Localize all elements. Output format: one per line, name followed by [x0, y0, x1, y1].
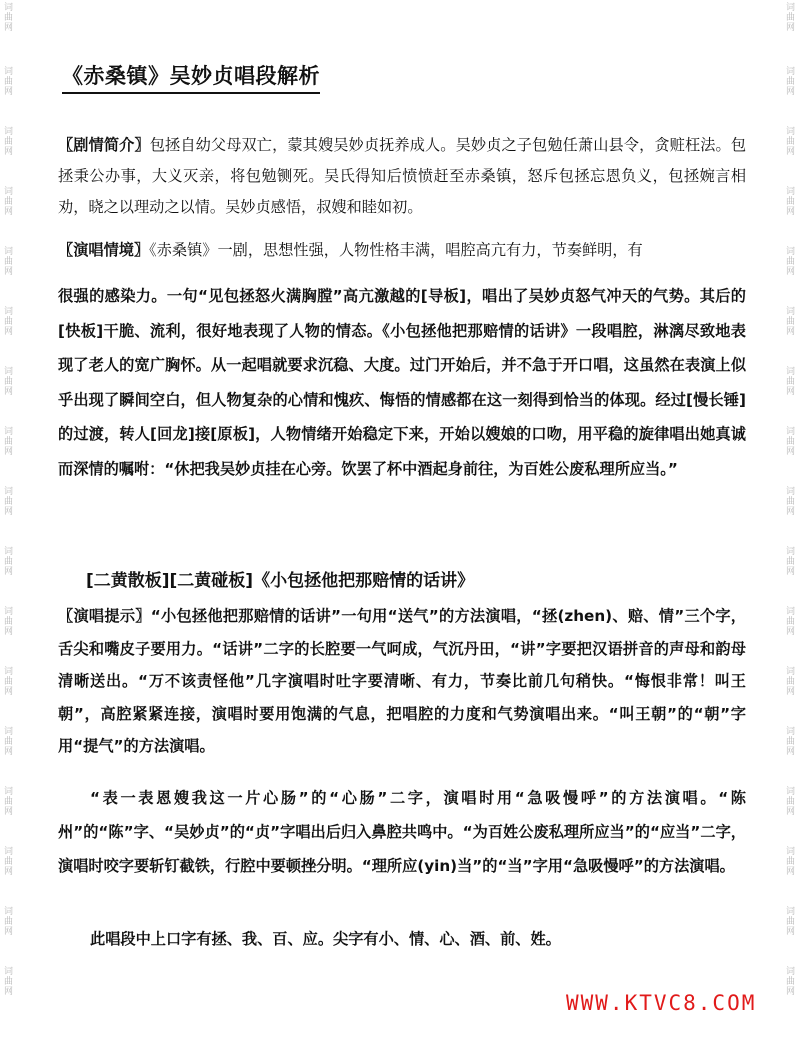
margin-watermark: 词曲网: [784, 186, 794, 216]
margin-watermark: 词曲网: [784, 366, 794, 396]
margin-watermark: 词曲网: [2, 966, 12, 996]
plot-intro-text: 包拯自幼父母双亡，蒙其嫂吴妙贞抚养成人。吴妙贞之子包勉任萧山县令，贪赃枉法。包拯秉公办事，大义灭亲，将包勉铡死。吴氏得知后愤愤赶至赤桑镇，怒斥包拯忘恩负义，包拯婉言相劝，晓之以理动之以情。吴妙贞感悟，叔嫂和睦如初。: [58, 136, 747, 216]
margin-watermark: 词曲网: [784, 66, 794, 96]
singing-tips-text: “小包拯他把那赔情的话讲”一句用“送气”的方法演唱，“拯(zhen)、赔、情”三个字，舌尖和嘴皮子要用力。“话讲”二字的长腔要一气呵成，气沉丹田，“讲”字要把汉语拼音的声母和韵母清晰送出。“万不该责怪他”几字演唱时吐字要清晰、有力，节奏比前几句稍快。“悔恨非常！叫王朝”，高腔紧紧连接，演唱时要用饱满的气息，把唱腔的力度和气势演唱出来。“叫王朝”的“朝”字用“提气”的方法演唱。: [58, 607, 746, 755]
margin-watermark: 词曲网: [2, 726, 12, 756]
margin-watermark: 词曲网: [784, 606, 794, 636]
margin-watermark: 词曲网: [2, 846, 12, 876]
performance-intro-body: [58, 279, 746, 486]
plot-intro-paragraph: [58, 130, 746, 223]
margin-watermark: 词曲网: [784, 666, 794, 696]
site-url-watermark: WWW.KTVC8.COM: [566, 991, 757, 1015]
margin-watermark: 词曲网: [2, 786, 12, 816]
margin-watermark: 词曲网: [784, 2, 794, 32]
margin-watermark: 词曲网: [784, 726, 794, 756]
performance-intro-tag: 〖演唱情境〗: [58, 241, 150, 259]
margin-watermark: 词曲网: [2, 246, 12, 276]
characters-paragraph: [58, 924, 746, 955]
margin-watermark: 词曲网: [2, 66, 12, 96]
margin-watermark: 词曲网: [2, 366, 12, 396]
heart-paragraph: [58, 781, 746, 883]
margin-watermark: 词曲网: [784, 906, 794, 936]
margin-watermark: 词曲网: [2, 426, 12, 456]
characters-paragraph-text: 此唱段中上口字有拯、我、百、应。尖字有小、情、心、酒、前、姓。: [90, 930, 561, 948]
margin-watermark: 词曲网: [784, 486, 794, 516]
margin-watermark: 词曲网: [2, 546, 12, 576]
margin-watermark: 词曲网: [784, 246, 794, 276]
margin-watermark: 词曲网: [784, 306, 794, 336]
margin-watermark: 词曲网: [2, 906, 12, 936]
performance-intro-text-2: 很强的感染力。一句“见包拯怒火满胸膛”高亢激越的[导板]，唱出了吴妙贞怒气冲天的气势。其后的[快板]干脆、流利，很好地表现了人物的情态。《小包拯他把那赔情的话讲》一段唱腔，淋漓尽致地表现了老人的宽广胸怀。从一起唱就要求沉稳、大度。过门开始后，并不急于开口唱，这虽然在表演上似乎出现了瞬间空白，但人物复杂的心情和愧疚、悔悟的情感都在这一刻得到恰当的体现。经过[慢长锤]的过渡，转人[回龙]接[原板]，人物情绪开始稳定下来，开始以嫂娘的口吻，用平稳的旋律唱出她真诚而深情的嘱咐：“休把我吴妙贞挂在心旁。饮罢了杯中酒起身前往，为百姓公废私理所应当。”: [58, 287, 746, 478]
margin-watermark: 词曲网: [784, 426, 794, 456]
margin-watermark: 词曲网: [2, 306, 12, 336]
section-heading: [二黄散板][二黄碰板]《小包拯他把那赔情的话讲》: [86, 571, 475, 591]
margin-watermark: 词曲网: [784, 126, 794, 156]
plot-intro-tag: 〖剧情简介〗: [58, 136, 150, 154]
singing-tips-tag: 〖演唱提示〗: [58, 607, 151, 625]
margin-watermark: 词曲网: [784, 546, 794, 576]
heart-paragraph-text: “表一表恩嫂我这一片心肠”的“心肠”二字，演唱时用“急吸慢呼”的方法演唱。“陈州”的“陈”字、“吴妙贞”的“贞”字唱出后归入鼻腔共鸣中。“为百姓公废私理所应当”的“应当”二字，演唱时咬字要斩钉截铁，行腔中要顿挫分明。“理所应(yin)当”的“当”字用“急吸慢呼”的方法演唱。: [58, 789, 746, 875]
performance-intro-first-line: [58, 235, 746, 266]
page-title: 《赤桑镇》吴妙贞唱段解析: [62, 60, 320, 94]
margin-watermark: 词曲网: [2, 666, 12, 696]
singing-tips-paragraph: [58, 600, 746, 763]
margin-watermark: 词曲网: [784, 846, 794, 876]
margin-watermark: 词曲网: [2, 486, 12, 516]
margin-watermark: 词曲网: [2, 186, 12, 216]
margin-watermark: 词曲网: [784, 786, 794, 816]
margin-watermark: 词曲网: [784, 966, 794, 996]
margin-watermark: 词曲网: [2, 126, 12, 156]
margin-watermark: 词曲网: [2, 2, 12, 32]
margin-watermark: 词曲网: [2, 606, 12, 636]
performance-intro-text-1: 《赤桑镇》一剧，思想性强，人物性格丰满，唱腔高亢有力，节奏鲜明，有: [149, 241, 643, 259]
